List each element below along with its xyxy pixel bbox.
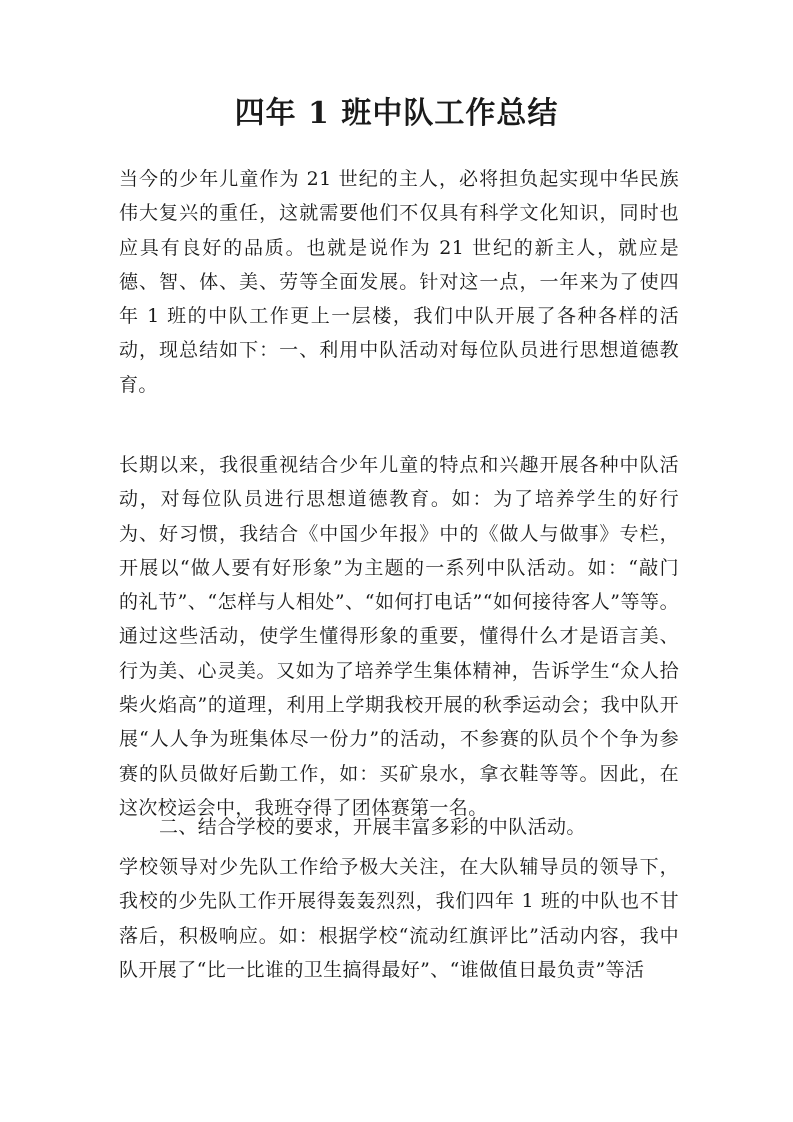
section-heading-activities: 二、结合学校的要求，开展丰富多彩的中队活动。 <box>159 816 586 838</box>
paragraph-moral-education: 长期以来，我很重视结合少年儿童的特点和兴趣开展各种中队活动，对每位队员进行思想道德教育。如：为了培养学生的好行为、好习惯，我结合《中国少年报》中的《做人与做事》专栏，开展以“做人要有好形象”为主题的一系列中队活动。如：“敲门 的礼节”、“怎样与人相处”、“如何打电话”“如何接待客人”等等。通过这些活动，使学生懂得形象的重要，懂得什么才是语言美、行为美、心灵美。又如为了培养学生集体精神，告诉学生“众人拾柴火焰高”的道理，利用上学期我校开展的秋季运动会；我中队开展“人人争为班集体尽一份力”的活动，不参赛的队员个个争为参赛的队员做好后勤工作，如：买矿泉水，拿衣鞋等等。因此，在这次校运会中，我班夺得了团体赛第一名。 <box>119 454 679 819</box>
paragraph-intro: 当今的少年儿童作为 21 世纪的主人，必将担负起实现中华民族伟大复兴的重任，这就需要他们不仅具有科学文化知识，同时也应具有良好的品质。也就是说作为 21 世纪的新主人，就应是德、智、体、美、劳等全面发展。针对这一点，一年来为了使四年 1 班的中队工作更上一层楼，我们中队开展了各种各样的活动，现总结如下：一、利用中队活动对每位队员进行思想道德教育。 <box>119 168 679 396</box>
document-title: 四年 1 班中队工作总结 <box>234 96 559 131</box>
paragraph-school-activities: 学校领导对少先队工作给予极大关注，在大队辅导员的领导下，我校的少先队工作开展得轰轰烈烈，我们四年 1 班的中队也不甘落后，积极响应。如：根据学校“流动红旗评比”活动内容，我中队开展了“比一比谁的卫生搞得最好”、“谁做值日最负责”等活 <box>119 856 679 981</box>
